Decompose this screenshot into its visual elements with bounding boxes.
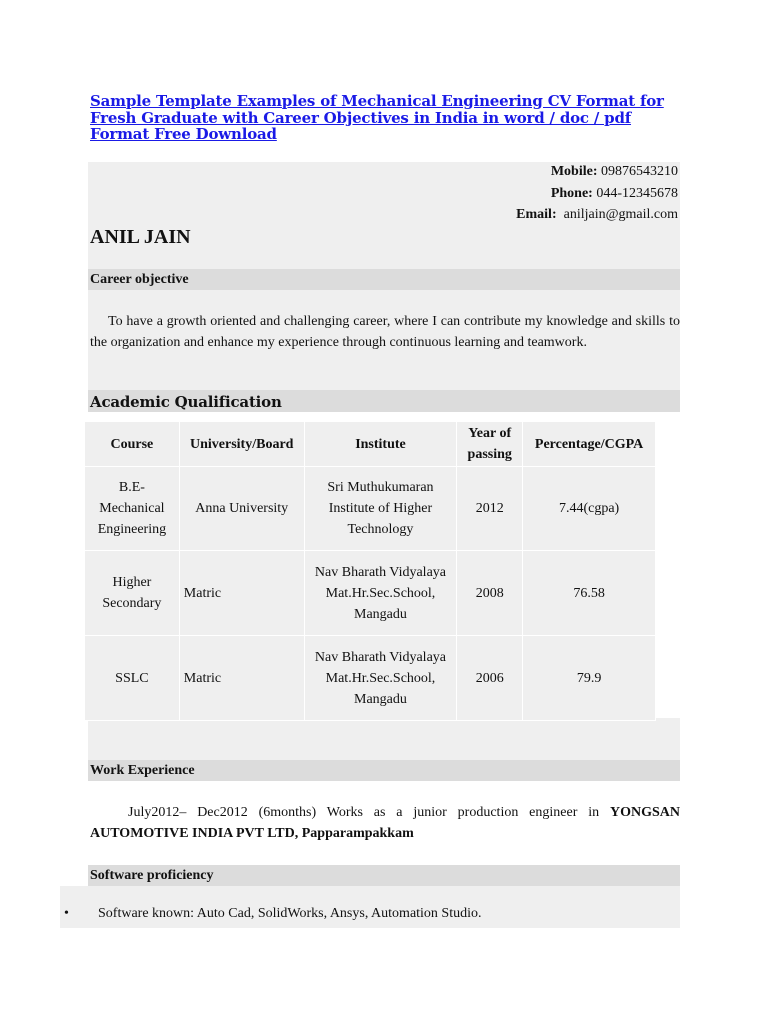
phone-value: 044-12345678 [596,186,678,201]
work-experience-heading: Work Experience [90,763,195,778]
academic-table-header [85,422,656,467]
header-course: Course [85,422,180,467]
bullet-icon: • [64,906,69,921]
table-row [85,551,656,636]
cell-score: 7.44(cgpa) [523,467,656,551]
work-experience-text [90,802,680,844]
contact-phone [551,186,678,202]
software-known-text: Software known: Auto Cad, SolidWorks, Ansys, Automation Studio. [98,906,482,921]
cell-year: 2012 [457,467,523,551]
academic-background [88,370,680,390]
contact-mobile [551,164,678,180]
email-label: Email: [516,207,557,222]
header-year: Year of passing [457,422,523,467]
contact-email [516,207,678,223]
career-objective-body: To have a growth oriented and challenging career, where I can contribute my knowledge and skills to the organization and enhance my experience through continuous learning and teamwork. [90,314,680,350]
work-description: Works as a junior production engineer in [316,805,610,820]
work-background [88,718,680,760]
cell-course: SSLC [85,636,180,721]
work-period: July2012– Dec2012 (6months) [128,805,317,820]
cell-course: Higher Secondary [85,551,180,636]
work-company: YONGSAN AUTOMOTIVE INDIA PVT LTD, Papparampakkam [90,805,680,841]
cell-year: 2008 [457,551,523,636]
candidate-name: ANIL JAIN [90,226,191,248]
cell-board: Matric [179,636,304,721]
academic-table [84,421,656,721]
header-percentage: Percentage/CGPA [523,422,656,467]
email-value: aniljain@gmail.com [563,207,678,222]
phone-label: Phone: [550,186,593,201]
career-objective-text [90,311,680,353]
career-objective-heading: Career objective [90,272,189,287]
cell-score: 76.58 [523,551,656,636]
cell-institute: Nav Bharath Vidyalaya Mat.Hr.Sec.School, Mangadu [304,551,457,636]
cell-institute: Nav Bharath Vidyalaya Mat.Hr.Sec.School, Mangadu [304,636,457,721]
mobile-value: 09876543210 [601,164,678,179]
cell-course: B.E-Mechanical Engineering [85,467,180,551]
cell-institute: Sri Muthukumaran Institute of Higher Technology [304,467,457,551]
cell-score: 79.9 [523,636,656,721]
table-row [85,636,656,721]
cell-board: Anna University [179,467,304,551]
academic-heading: Academic Qualification [90,393,282,411]
table-row [85,467,656,551]
document-title-link[interactable]: Sample Template Examples of Mechanical Engineering CV Format for Fresh Graduate with Career Objectives in India in word / doc / pdf Format Free Download [90,92,664,143]
cell-board: Matric [179,551,304,636]
software-heading: Software proficiency [90,868,214,883]
mobile-label: Mobile: [550,164,598,179]
header-institute: Institute [304,422,457,467]
cell-year: 2006 [457,636,523,721]
header-university: University/Board [179,422,304,467]
